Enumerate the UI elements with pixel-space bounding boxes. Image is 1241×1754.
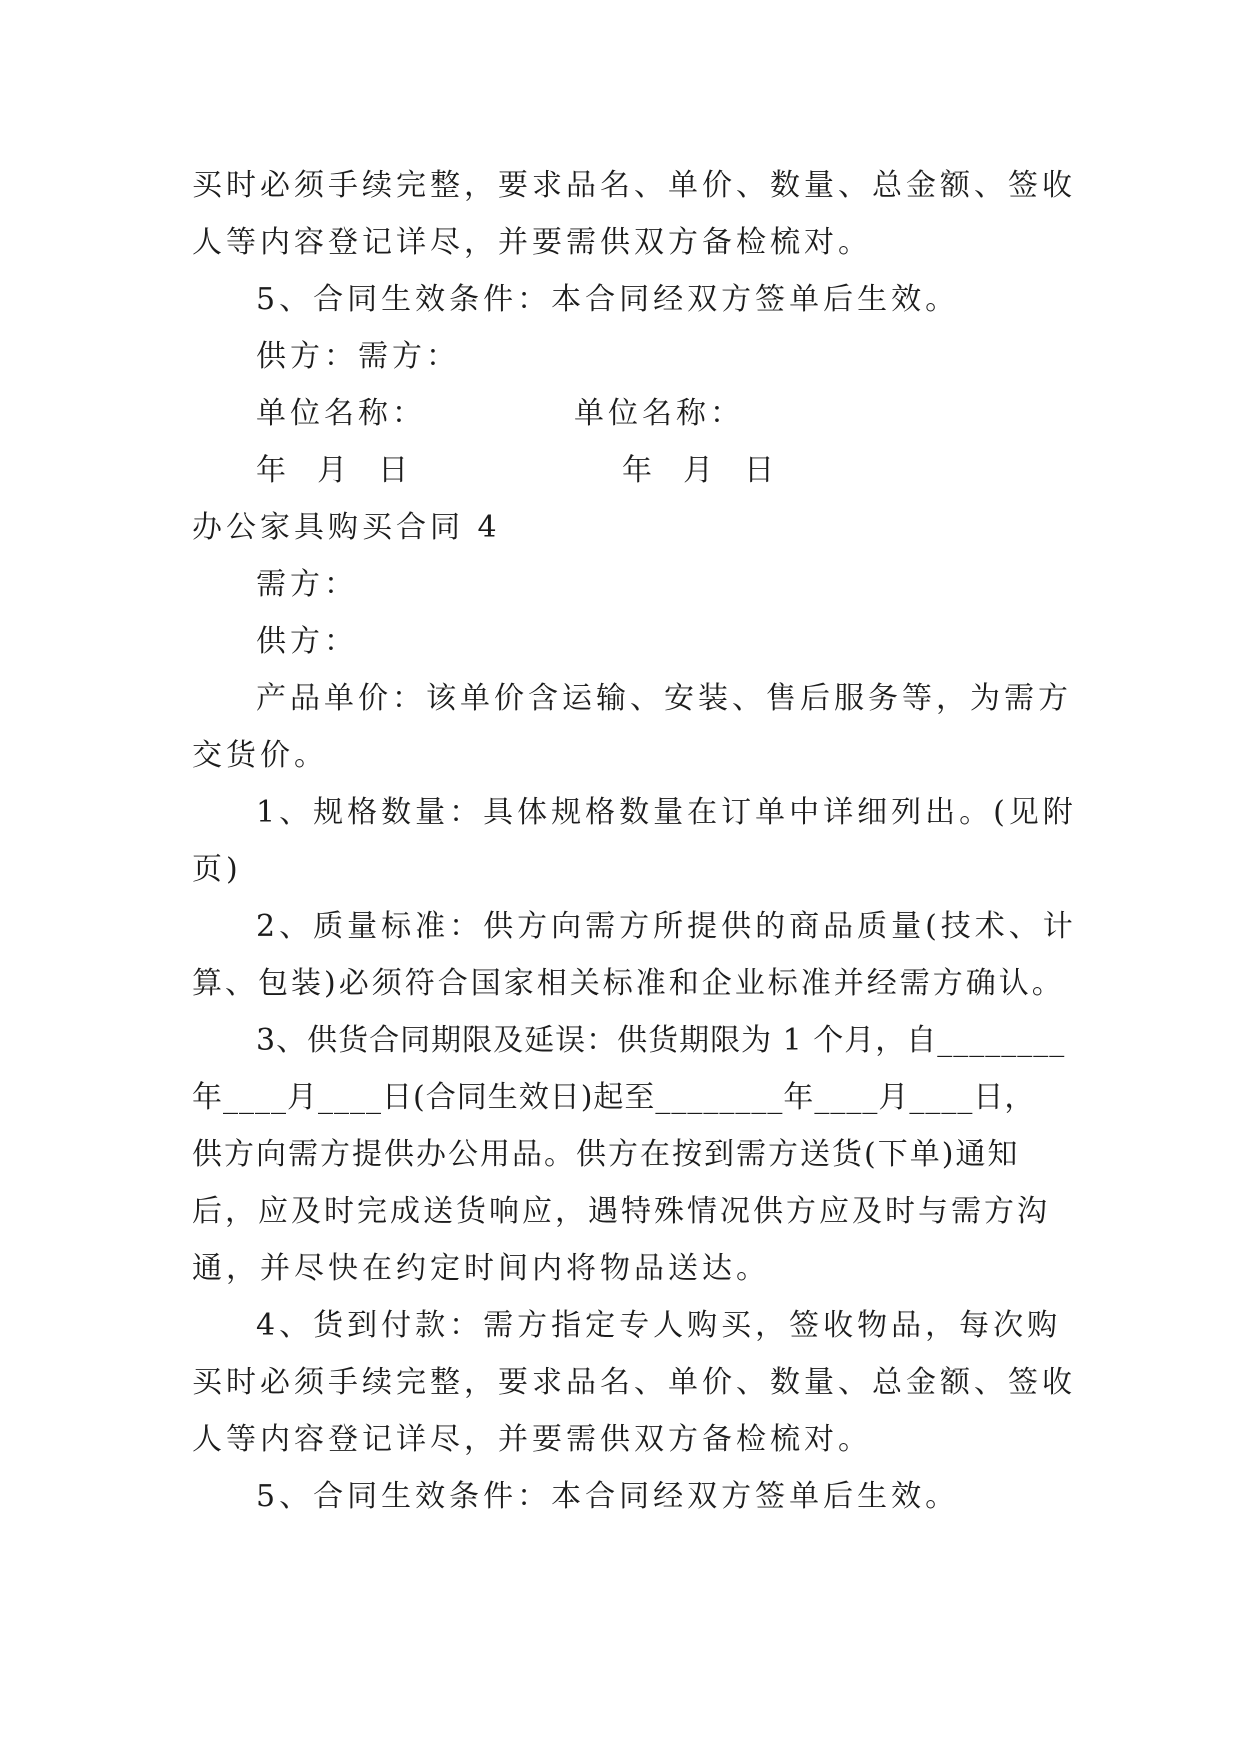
paragraph-line: 后，应及时完成送货响应，遇特殊情况供方应及时与需方沟 [192,1194,1050,1229]
paragraph-line: 年____月____日(合同生效日)起至________年____月____日， [192,1080,1036,1115]
date-buyer: 年 月 日 [622,453,779,488]
paragraph-line: 通，并尽快在约定时间内将物品送达。 [192,1251,770,1286]
paragraph-line: 买时必须手续完整，要求品名、单价、数量、总金额、签收 [192,168,1076,203]
signature-parties: 供方：需方： [256,339,460,374]
paragraph-line: 交货价。 [192,738,328,773]
date-supplier: 年 月 日 [256,453,413,488]
clause-4-payment: 4、货到付款：需方指定专人购买，签收物品，每次购 [256,1308,1062,1343]
clause-2-quality: 2、质量标准：供方向需方所提供的商品质量(技术、计 [256,909,1077,944]
clause-1-spec-quantity: 1、规格数量：具体规格数量在订单中详细列出。(见附 [256,795,1077,830]
clause-5-effective-condition: 5、合同生效条件：本合同经双方签单后生效。 [256,282,960,317]
paragraph-line: 买时必须手续完整，要求品名、单价、数量、总金额、签收 [192,1365,1076,1400]
paragraph-line: 算、包装)必须符合国家相关标准和企业标准并经需方确认。 [192,966,1065,1001]
product-price-line: 产品单价：该单价含运输、安装、售后服务等，为需方 [256,681,1072,716]
clause-5-effective-condition: 5、合同生效条件：本合同经双方签单后生效。 [256,1479,960,1514]
clause-3-supply-term: 3、供货合同期限及延误：供货期限为 1 个月，自________ [256,1023,1066,1058]
unit-name-supplier: 单位名称： [256,396,426,431]
unit-name-buyer: 单位名称： [574,396,744,431]
paragraph-line: 供方向需方提供办公用品。供方在按到需方送货(下单)通知 [192,1137,1020,1172]
paragraph-line: 人等内容登记详尽，并要需供双方备检梳对。 [192,225,872,260]
paragraph-line: 人等内容登记详尽，并要需供双方备检梳对。 [192,1422,872,1457]
section-title: 办公家具购买合同 4 [192,510,501,545]
buyer-label: 需方： [256,567,358,602]
paragraph-line: 页) [192,852,242,887]
supplier-label: 供方： [256,624,358,659]
